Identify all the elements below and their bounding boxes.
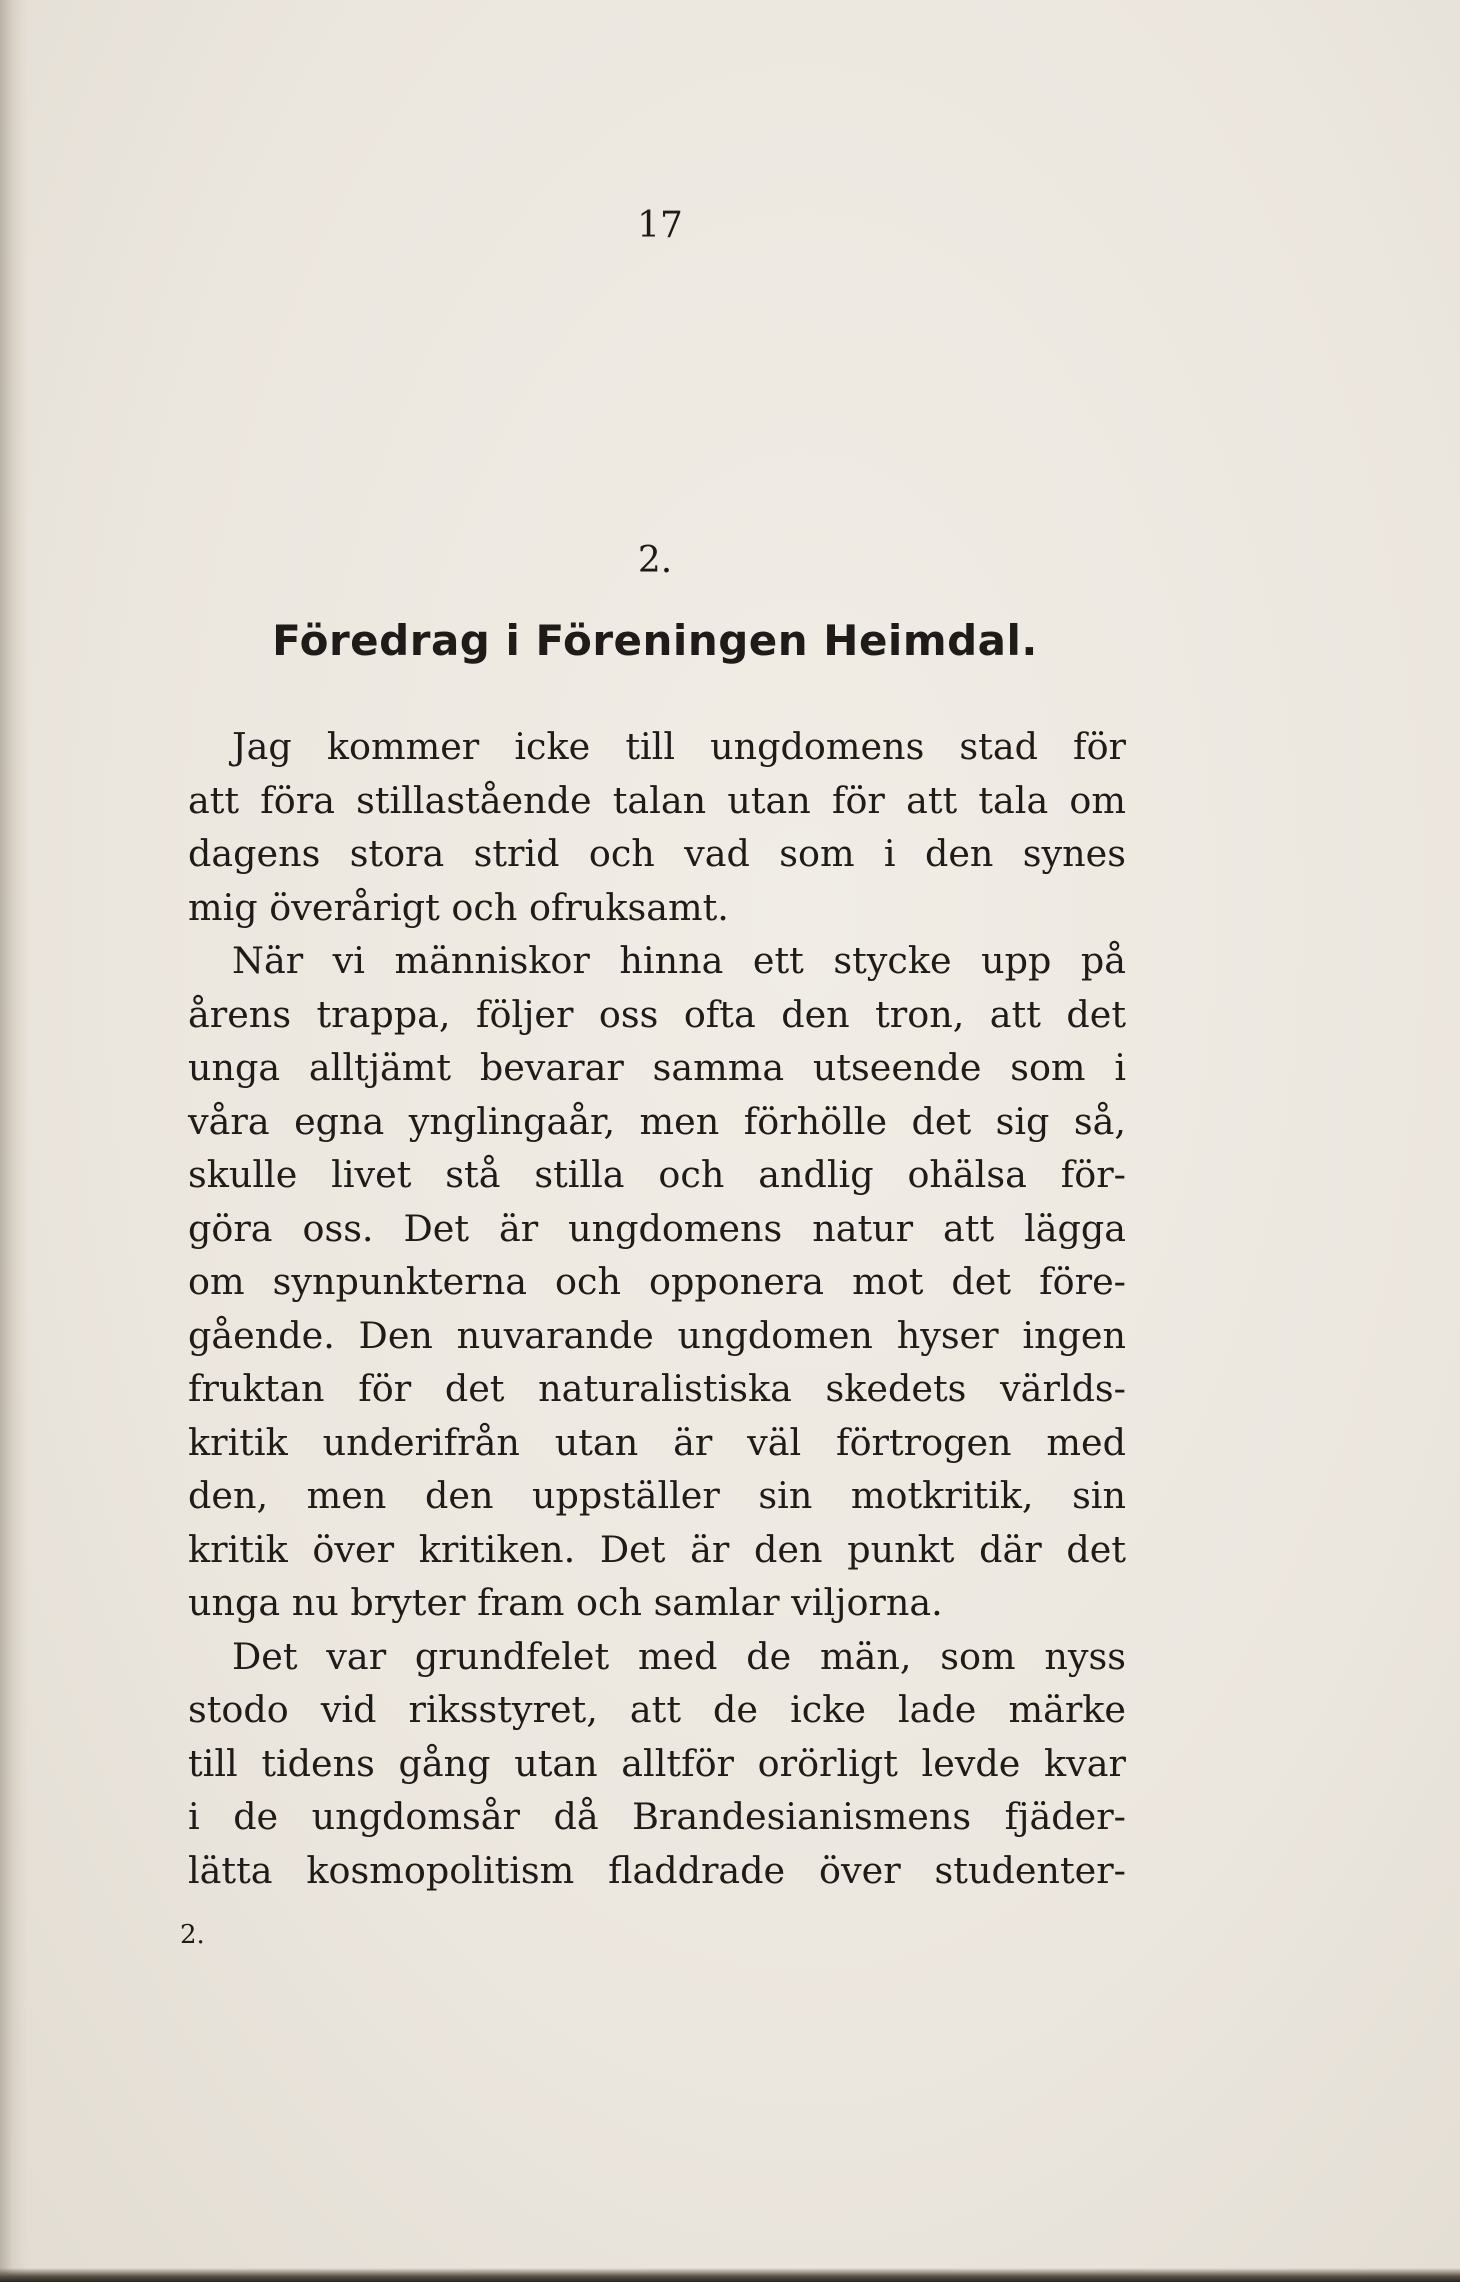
text-line: gående. Den nuvarande ungdomen hyser ingen bbox=[188, 1313, 1126, 1357]
page-bottom-edge bbox=[0, 2268, 1460, 2282]
text-line: i de ungdomsår då Brandesianismens fjäder- bbox=[188, 1795, 1126, 1838]
section-number: 2. bbox=[637, 540, 673, 581]
text-line: den, men den uppställer sin motkritik, sin bbox=[188, 1474, 1126, 1517]
text-line: att föra stillastående talan utan för att tala om bbox=[188, 778, 1126, 822]
text-line: årens trappa, följer oss ofta den tron, att det bbox=[188, 992, 1126, 1036]
text-line: unga nu bryter fram och samlar viljorna. bbox=[188, 1581, 943, 1624]
text-line: kritik över kritiken. Det är den punkt där det bbox=[188, 1527, 1126, 1571]
text-line: mig överårigt och ofruksamt. bbox=[188, 885, 729, 929]
text-line: kritik underifrån utan är väl förtrogen med bbox=[188, 1420, 1126, 1464]
chapter-title: Föredrag i Föreningen Heimdal. bbox=[272, 616, 1038, 665]
text-line: om synpunkterna och opponera mot det före- bbox=[188, 1260, 1126, 1303]
signature-mark: 2. bbox=[180, 1920, 205, 1950]
text-line: unga alltjämt bevarar samma utseende som i bbox=[188, 1046, 1126, 1089]
text-line: göra oss. Det är ungdomens natur att lägga bbox=[188, 1206, 1126, 1250]
text-line: till tidens gång utan alltför orörligt levde kvar bbox=[188, 1741, 1126, 1785]
text-line: lätta kosmopolitism fladdrade över studenter- bbox=[188, 1848, 1126, 1892]
text-line: stodo vid riksstyret, att de icke lade märke bbox=[188, 1688, 1126, 1731]
text-line: skulle livet stå stilla och andlig ohälsa för- bbox=[188, 1153, 1126, 1196]
text-line: Det var grundfelet med de män, som nyss bbox=[232, 1634, 1126, 1678]
body-text bbox=[188, 720, 1126, 1897]
text-line: våra egna ynglingaår, men förhölle det sig så, bbox=[188, 1099, 1126, 1143]
binding-gutter-shadow bbox=[0, 0, 28, 2282]
text-line: När vi människor hinna ett stycke upp på bbox=[232, 939, 1126, 982]
text-line: dagens stora strid och vad som i den synes bbox=[188, 832, 1126, 875]
page-number: 17 bbox=[637, 205, 683, 246]
text-line: Jag kommer icke till ungdomens stad för bbox=[232, 725, 1126, 768]
text-line: fruktan för det naturalistiska skedets världs- bbox=[188, 1367, 1126, 1410]
